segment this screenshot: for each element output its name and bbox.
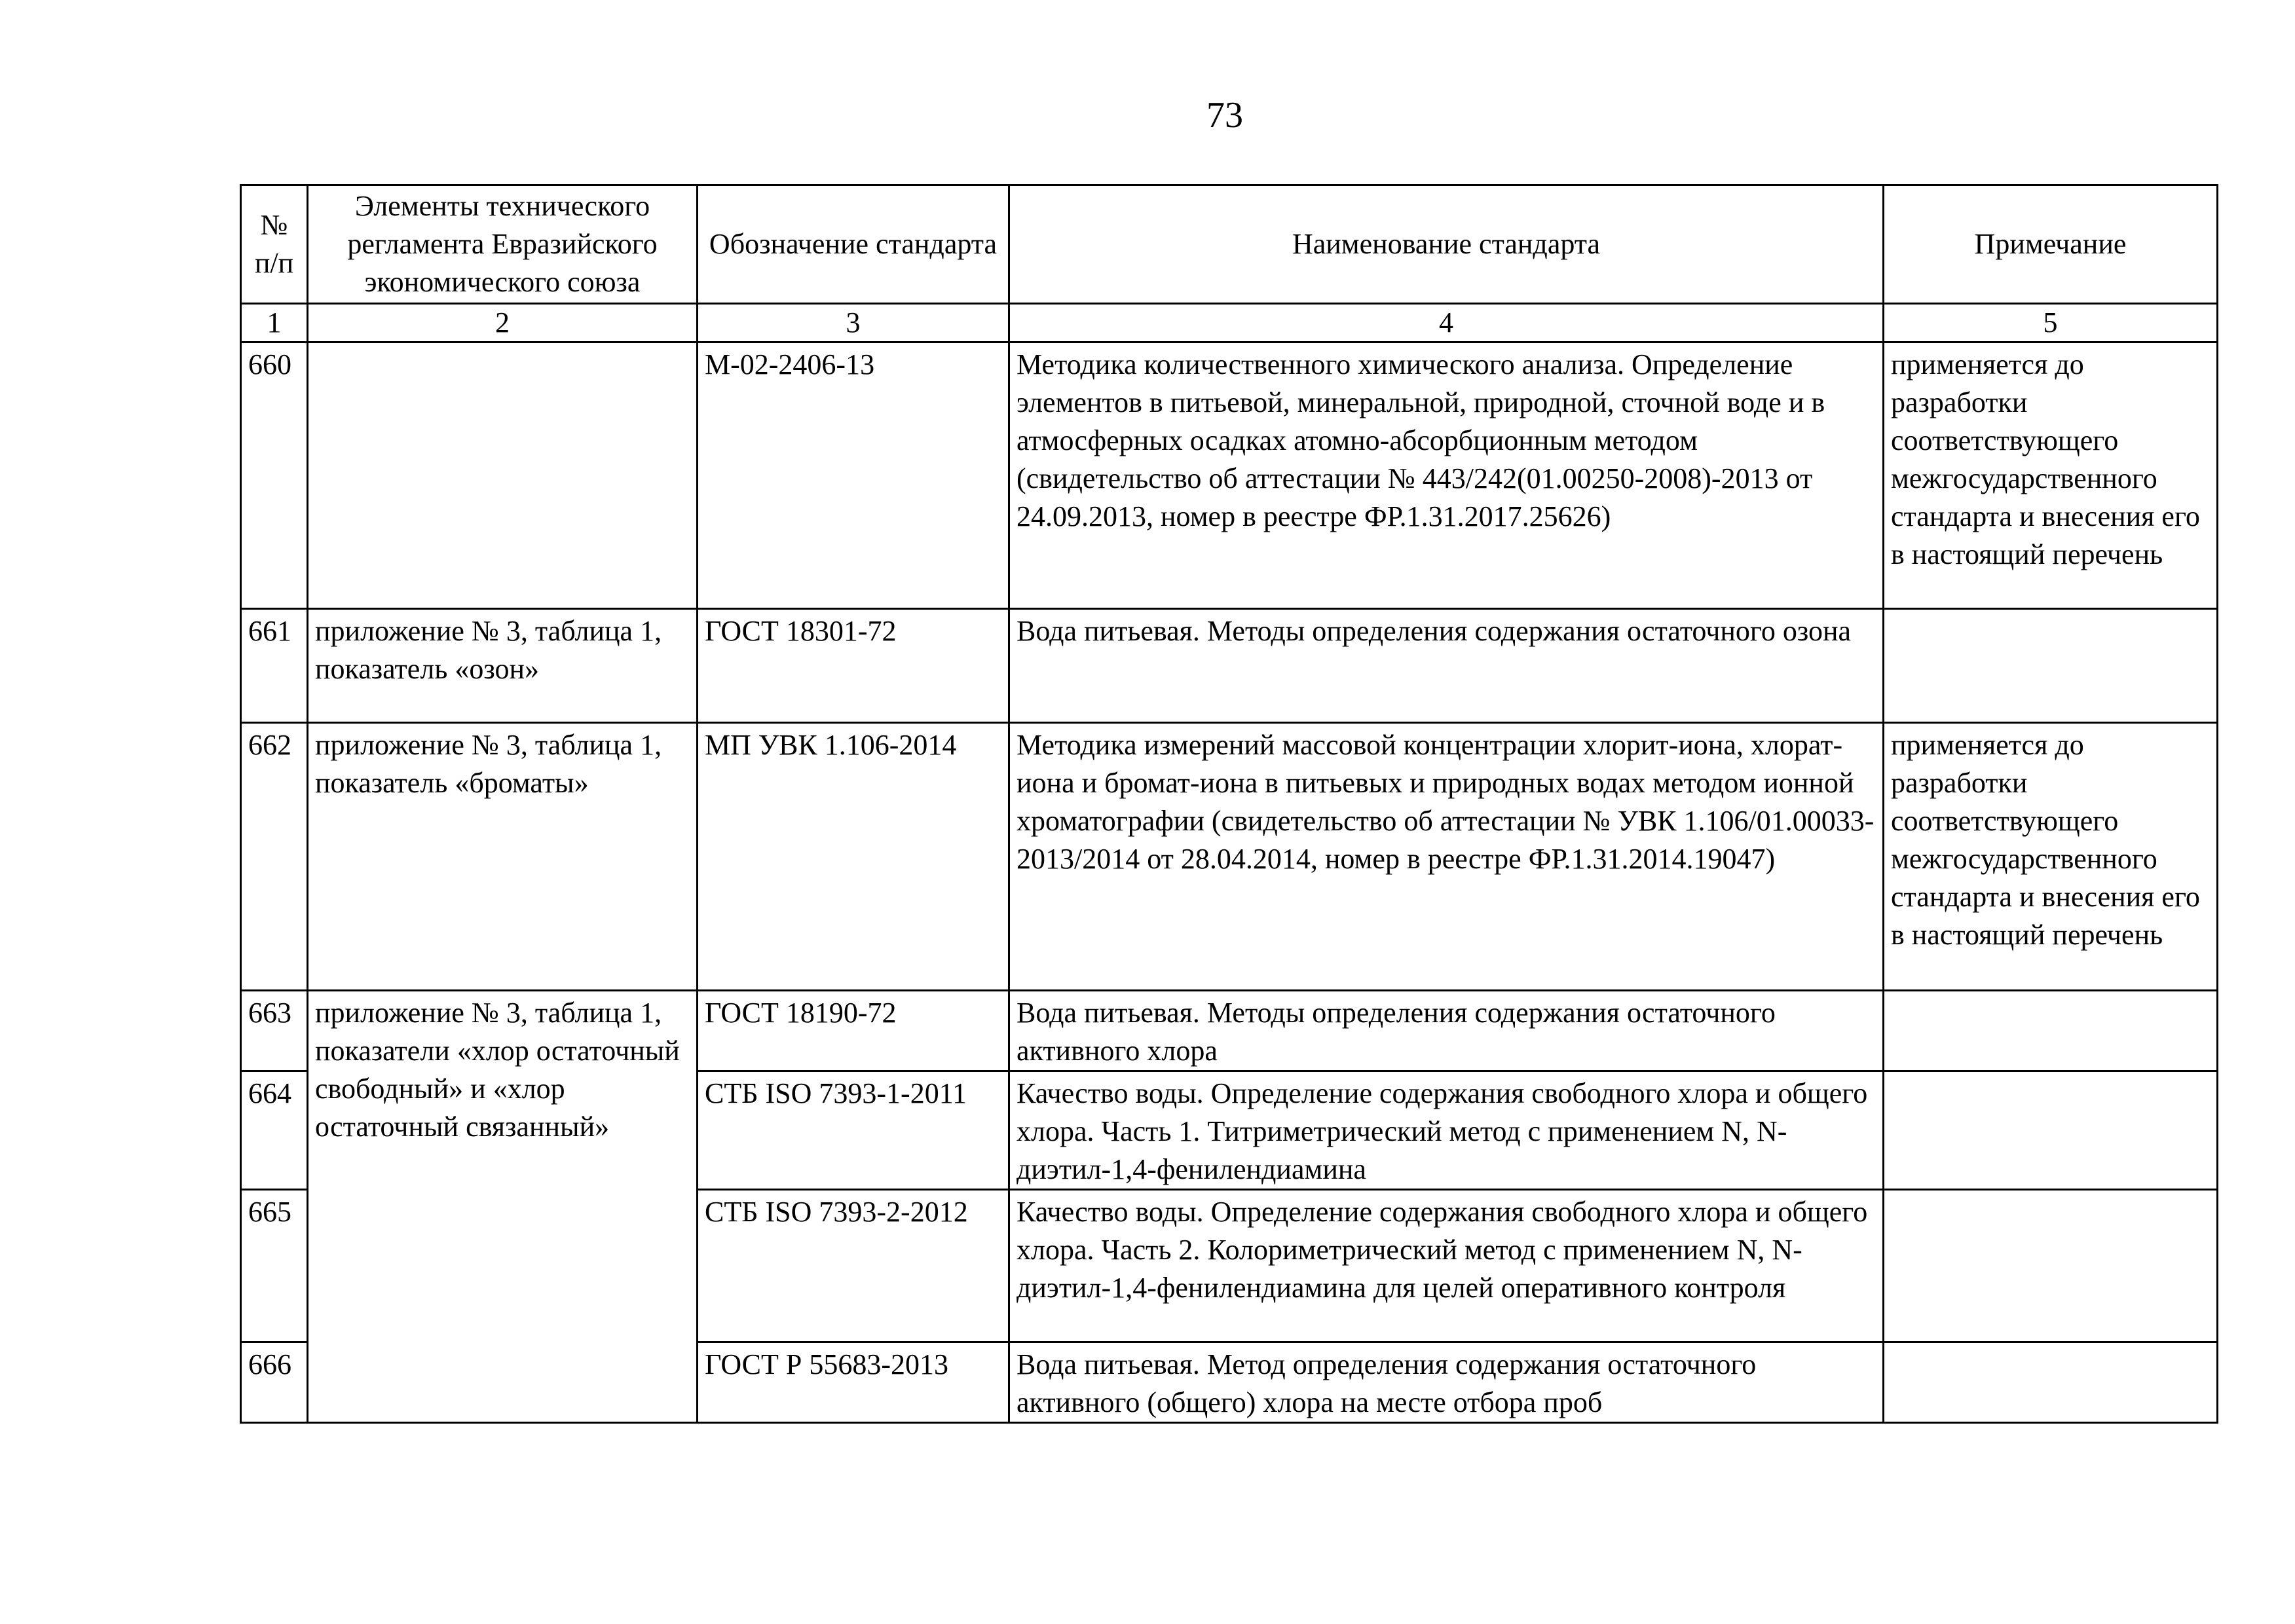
- page-number: 73: [1206, 95, 1243, 136]
- row-number: 666: [241, 1342, 308, 1423]
- row-standard-name: Качество воды. Определение содержания свободного хлора и общего хлора. Часть 1. Титриметрический метод с применением N, N-диэтил-1,4-фенилендиамина: [1009, 1071, 1884, 1190]
- row-note: [1884, 991, 2218, 1071]
- row-note: применяется до разработки соответствующего межгосударственного стандарта и внесения его в настоящий перечень: [1884, 723, 2218, 991]
- row-note: [1884, 1190, 2218, 1342]
- table-row: [241, 342, 2218, 609]
- table-row: [241, 723, 2218, 991]
- column-number: 4: [1009, 304, 1884, 342]
- row-element: [308, 342, 698, 609]
- row-designation: СТБ ISO 7393-1-2011: [698, 1071, 1009, 1190]
- column-number: 5: [1884, 304, 2218, 342]
- row-standard-name: Методика количественного химического анализа. Определение элементов в питьевой, минеральной, природной, сточной воде и в атмосферных осадках атомно-абсорбционным методом (свидетельство об аттестации № 443/242(01.00250-2008)-2013 от 24.09.2013, номер в реестре ФР.1.31.2017.25626): [1009, 342, 1884, 609]
- row-note: применяется до разработки соответствующего межгосударственного стандарта и внесения его в настоящий перечень: [1884, 342, 2218, 609]
- row-element: приложение № 3, таблица 1, показатель «броматы»: [308, 723, 698, 991]
- table-row: [241, 609, 2218, 723]
- row-number: 661: [241, 609, 308, 723]
- row-standard-name: Вода питьевая. Методы определения содержания остаточного активного хлора: [1009, 991, 1884, 1071]
- header-note: Примечание: [1884, 185, 2218, 304]
- row-number: 664: [241, 1071, 308, 1190]
- row-standard-name: Методика измерений массовой концентрации хлорит-иона, хлорат-иона и бромат-иона в питьевых и природных водах методом ионной хроматографии (свидетельство об аттестации № УВК 1.106/01.00033-2013/2014 от 28.04.2014, номер в реестре ФР.1.31.2014.19047): [1009, 723, 1884, 991]
- column-number: 3: [698, 304, 1009, 342]
- row-standard-name: Качество воды. Определение содержания свободного хлора и общего хлора. Часть 2. Колориметрический метод с применением N, N-диэтил-1,4-фенилендиамина для целей оперативного контроля: [1009, 1190, 1884, 1342]
- header-row: [241, 185, 2218, 304]
- standards-table: [240, 184, 2218, 1424]
- row-designation: СТБ ISO 7393-2-2012: [698, 1190, 1009, 1342]
- row-number: 665: [241, 1190, 308, 1342]
- header-elements: Элементы технического регламента Евразийского экономического союза: [308, 185, 698, 304]
- row-designation: ГОСТ 18301-72: [698, 609, 1009, 723]
- row-number: 663: [241, 991, 308, 1071]
- header-num: № п/п: [241, 185, 308, 304]
- column-number: 2: [308, 304, 698, 342]
- row-designation: М-02-2406-13: [698, 342, 1009, 609]
- row-designation: ГОСТ 18190-72: [698, 991, 1009, 1071]
- row-standard-name: Вода питьевая. Метод определения содержания остаточного активного (общего) хлора на месте отбора проб: [1009, 1342, 1884, 1423]
- row-note: [1884, 1071, 2218, 1190]
- header-name: Наименование стандарта: [1009, 185, 1884, 304]
- header-designation: Обозначение стандарта: [698, 185, 1009, 304]
- column-number-row: [241, 304, 2218, 342]
- row-designation: ГОСТ Р 55683-2013: [698, 1342, 1009, 1423]
- row-number: 662: [241, 723, 308, 991]
- row-note: [1884, 609, 2218, 723]
- row-designation: МП УВК 1.106-2014: [698, 723, 1009, 991]
- table-row: [241, 991, 2218, 1071]
- row-note: [1884, 1342, 2218, 1423]
- row-standard-name: Вода питьевая. Методы определения содержания остаточного озона: [1009, 609, 1884, 723]
- column-number: 1: [241, 304, 308, 342]
- row-element-merged: приложение № 3, таблица 1, показатели «хлор остаточный свободный» и «хлор остаточный связанный»: [308, 991, 698, 1423]
- row-element: приложение № 3, таблица 1, показатель «озон»: [308, 609, 698, 723]
- row-number: 660: [241, 342, 308, 609]
